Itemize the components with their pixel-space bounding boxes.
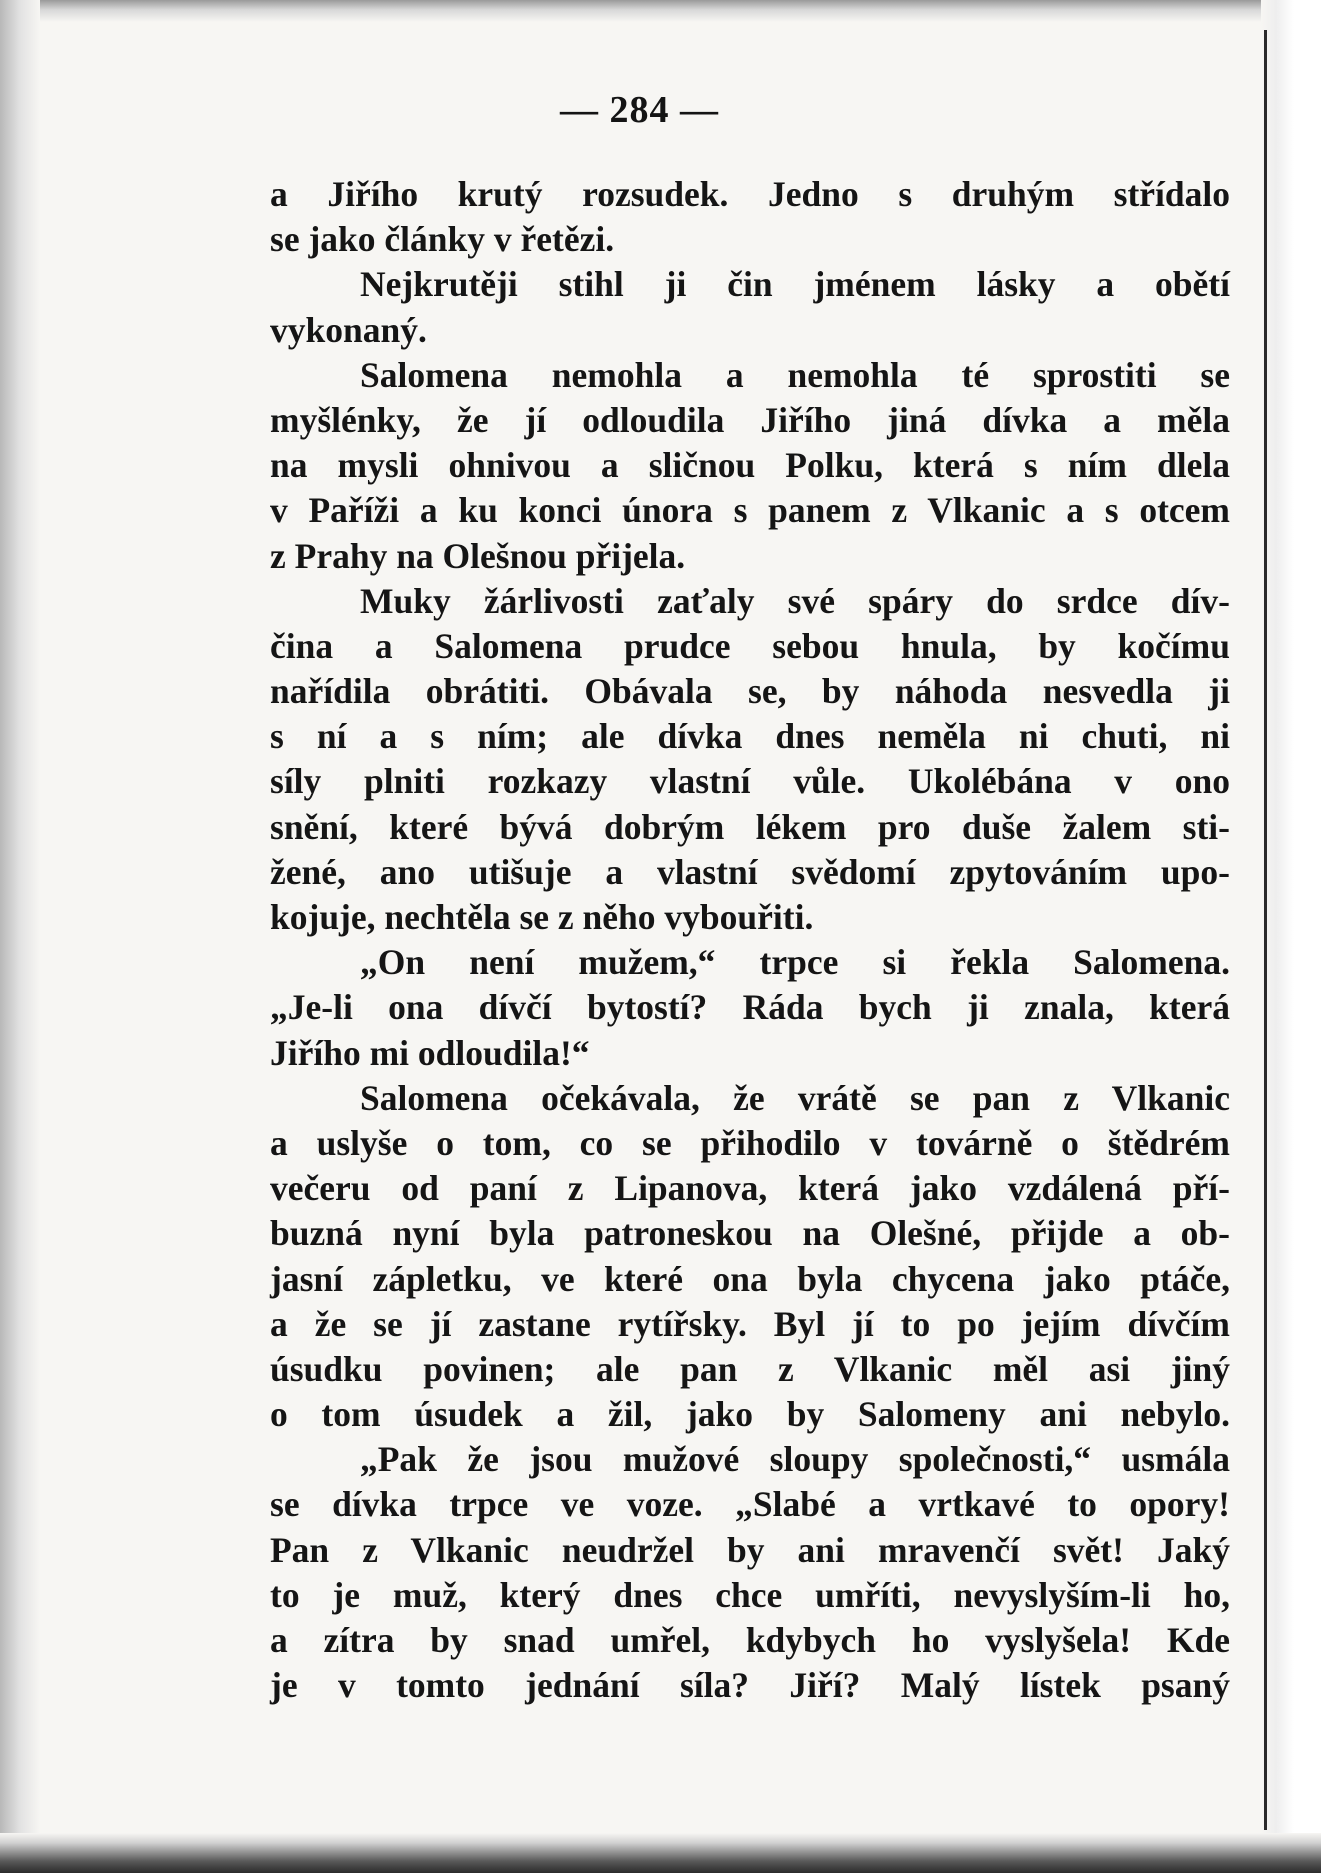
body-text: [270, 172, 1230, 1708]
text-line: a uslyše o tom, co se přihodilo v továrně o štědrém: [270, 1122, 1230, 1163]
text-line: a zítra by snad umřel, kdybych ho vyslyšela! Kde: [270, 1620, 1230, 1660]
text-line: to je muž, který dnes chce umříti, nevyslyším-li ho,: [270, 1574, 1230, 1615]
text-line: na mysli ohnivou a sličnou Polku, která s ním dlela: [270, 445, 1230, 486]
text-line: o tom úsudek a žil, jako by Salomeny ani nebylo.: [270, 1394, 1230, 1435]
scan-edge-top: [0, 0, 1321, 22]
text-line: „Pak že jsou mužové sloupy společnosti,“ usmála: [360, 1439, 1230, 1480]
scan-edge-bottom: [0, 1833, 1321, 1873]
text-line: „On není mužem,“ trpce si řekla Salomena.: [360, 942, 1230, 983]
text-line: z Prahy na Olešnou přijela.: [270, 535, 686, 576]
text-line: žené, ano utišuje a vlastní svědomí zpytováním upo-: [270, 851, 1230, 892]
text-line: jasní zápletku, ve které ona byla chycena jako ptáče,: [270, 1258, 1230, 1299]
page-border-line: [1264, 30, 1267, 1830]
text-line: v Paříži a ku konci února s panem z Vlkanic a s otcem: [270, 490, 1230, 531]
text-line: myšlénky, že jí odloudila Jiřího jiná dívka a měla: [270, 399, 1230, 440]
text-line: se dívka trpce ve voze. „Slabé a vrtkavé to opory!: [270, 1484, 1230, 1525]
page-number: — 284 —: [560, 89, 719, 131]
text-line: s ní a s ním; ale dívka dnes neměla ni chuti, ni: [270, 716, 1230, 757]
text-line: Muky žárlivosti zaťaly své spáry do srdce dív-: [360, 580, 1230, 621]
text-line: „Je-li ona dívčí bytostí? Ráda bych ji znala, která: [270, 987, 1230, 1028]
scan-edge-left: [0, 0, 40, 1873]
text-line: kojuje, nechtěla se z něho vybouřiti.: [270, 897, 814, 937]
text-line: a Jiřího krutý rozsudek. Jedno s druhým střídalo: [270, 174, 1230, 214]
text-line: snění, které bývá dobrým lékem pro duše žalem sti-: [270, 806, 1230, 847]
text-line: buzná nyní byla patroneskou na Olešné, přijde a ob-: [270, 1213, 1230, 1254]
text-line: Jiřího mi odloudila!“: [270, 1032, 590, 1073]
text-line: síly plniti rozkazy vlastní vůle. Ukolébána v ono: [270, 761, 1230, 802]
text-line: večeru od paní z Lipanova, která jako vzdálená pří-: [270, 1168, 1230, 1209]
text-line: Salomena nemohla a nemohla té sprostiti se: [360, 354, 1230, 395]
text-line: a že se jí zastane rytířsky. Byl jí to po jejím dívčím: [270, 1303, 1230, 1344]
text-line: vykonaný.: [270, 309, 427, 350]
text-line: je v tomto jednání síla? Jiří? Malý lístek psaný: [270, 1665, 1230, 1706]
text-line: Nejkrutěji stihl ji čin jménem lásky a obětí: [360, 264, 1230, 305]
text-line: Pan z Vlkanic neudržel by ani mravenčí svět! Jaký: [270, 1529, 1230, 1570]
text-line: se jako články v řetězi.: [270, 219, 615, 260]
text-line: úsudku povinen; ale pan z Vlkanic měl asi jiný: [270, 1348, 1230, 1389]
text-line: nařídila obrátiti. Obávala se, by náhoda nesvedla ji: [270, 671, 1230, 712]
scan-edge-right: [1261, 0, 1321, 1873]
text-line: Salomena očekávala, že vrátě se pan z Vlkanic: [360, 1077, 1230, 1118]
text-line: čina a Salomena prudce sebou hnula, by kočímu: [270, 625, 1230, 666]
